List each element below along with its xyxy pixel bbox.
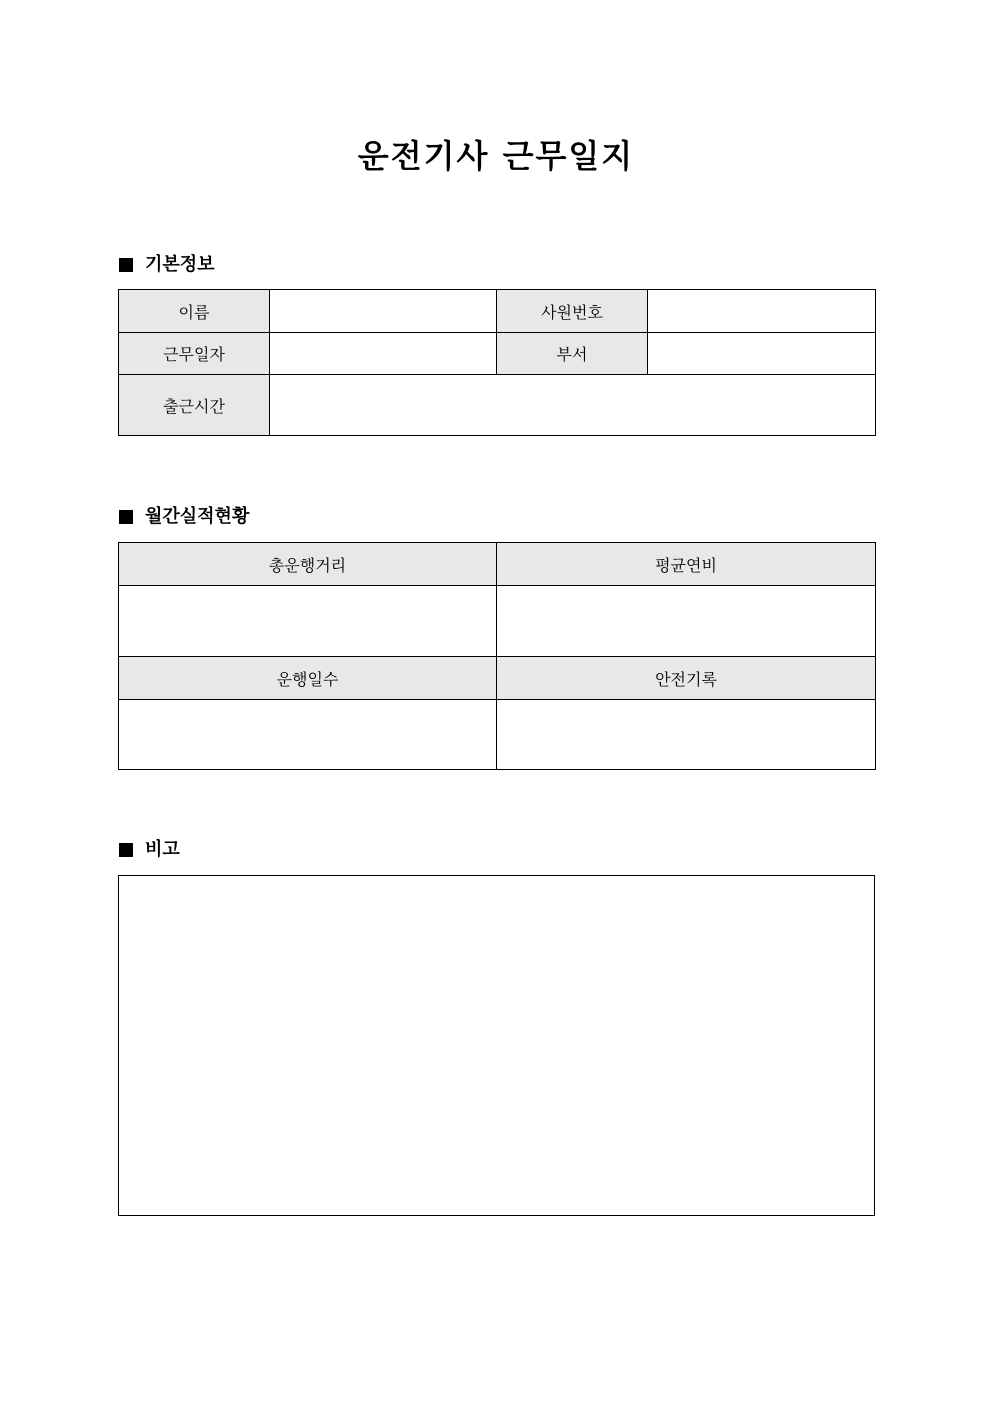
employee-number-field[interactable]: [648, 290, 876, 333]
employee-number-label: 사원번호: [497, 290, 648, 333]
average-fuel-efficiency-field[interactable]: [497, 586, 876, 657]
square-bullet-icon: [119, 843, 133, 857]
clock-in-label: 출근시간: [119, 375, 270, 436]
driving-days-field[interactable]: [119, 700, 497, 770]
basic-info-heading-text: 기본정보: [145, 254, 215, 275]
monthly-performance-heading: [119, 505, 249, 529]
total-distance-field[interactable]: [119, 586, 497, 657]
table-row: [119, 375, 876, 436]
safety-record-field[interactable]: [497, 700, 876, 770]
table-row: [119, 290, 876, 333]
monthly-performance-table: [118, 542, 876, 770]
table-row: [119, 700, 876, 770]
monthly-performance-heading-text: 월간실적현황: [145, 506, 250, 527]
work-date-field[interactable]: [270, 333, 497, 375]
name-field[interactable]: [270, 290, 497, 333]
remarks-heading-text: 비고: [145, 839, 180, 860]
basic-info-table: [118, 289, 876, 436]
total-distance-label: 총운행거리: [119, 543, 497, 586]
average-fuel-efficiency-label: 평균연비: [497, 543, 876, 586]
table-row: [119, 543, 876, 586]
basic-info-heading: [119, 253, 215, 277]
square-bullet-icon: [119, 258, 133, 272]
clock-in-field[interactable]: [270, 375, 876, 436]
remarks-field[interactable]: [118, 875, 875, 1216]
work-date-label: 근무일자: [119, 333, 270, 375]
name-label: 이름: [119, 290, 270, 333]
remarks-heading: [119, 838, 180, 862]
department-field[interactable]: [648, 333, 876, 375]
table-row: [119, 333, 876, 375]
square-bullet-icon: [119, 510, 133, 524]
department-label: 부서: [497, 333, 648, 375]
document-title: 운전기사 근무일지: [357, 137, 635, 175]
safety-record-label: 안전기록: [497, 657, 876, 700]
table-row: [119, 586, 876, 657]
table-row: [119, 657, 876, 700]
driving-days-label: 운행일수: [119, 657, 497, 700]
